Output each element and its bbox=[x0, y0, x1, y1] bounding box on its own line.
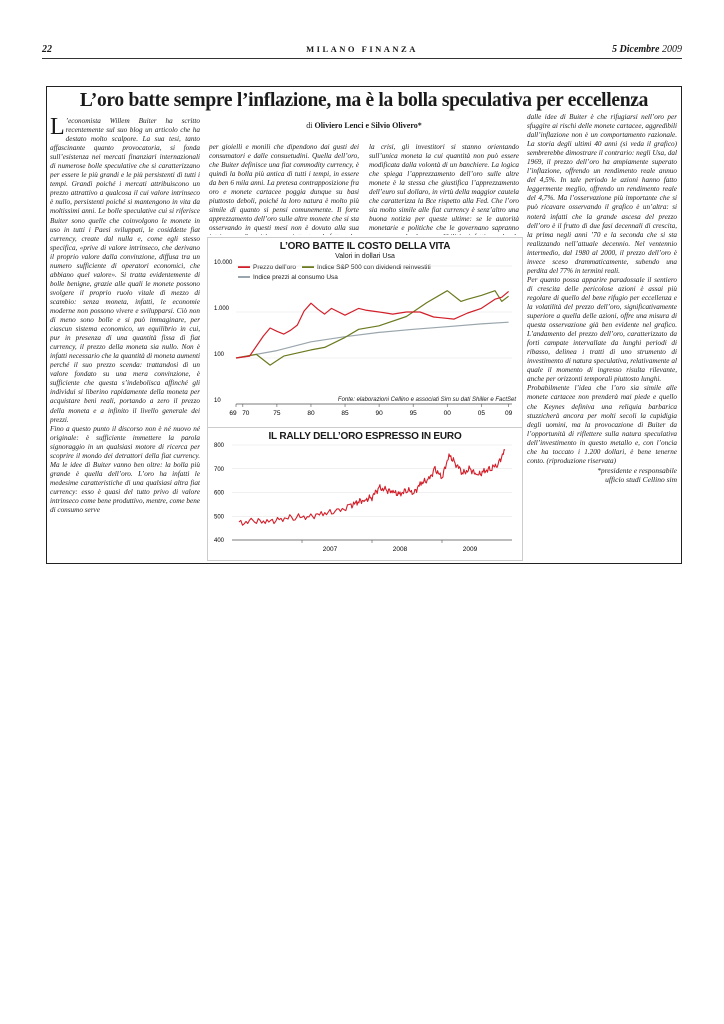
column-4 bbox=[527, 113, 677, 549]
column-3-text: la crisi, gli investitori si stanno orientando sull’unica moneta la cui quantità non può essere modificata dalla volontà di un banchiere. La logica che spiega l’apprezzamento dell’oro sulle altre monete è la stessa che giustifica l’apprezzamento dell’euro sul dollaro, in virtù della maggior cautela che caratterizza la Bce rispetto alla Fed. Che l’oro sia molto simile alle fiat currency è senz’altro una buona notizia per queste ultime: se le autorità monetarie e politiche che le governano sapranno bbox=[369, 143, 519, 233]
chart-2-y-tick: 700 bbox=[214, 466, 225, 473]
issue-date bbox=[612, 44, 682, 55]
chart-gold-vs-cost-of-living bbox=[207, 237, 523, 429]
chart-1-x-tick: 70 bbox=[242, 410, 250, 417]
chart-1-y-tick: 1.000 bbox=[214, 306, 230, 312]
legend-label-cpi: Indice prezzi al consumo Usa bbox=[253, 273, 338, 281]
chart-1-source: Fonte: elaborazioni Cellino e associati Sim su dati Shiller e FactSet bbox=[337, 397, 516, 403]
legend-label-gold: Prezzo dell’oro bbox=[253, 263, 296, 271]
chart-1-x-tick: 09 bbox=[504, 410, 513, 417]
chart-2-x-tick: 2008 bbox=[392, 546, 408, 553]
chart-2-title: IL RALLY DELL’ORO ESPRESSO IN EURO bbox=[268, 431, 462, 442]
chart-1-subtitle: Valori in dollari Usa bbox=[335, 253, 395, 260]
header-rule bbox=[42, 58, 682, 59]
chart-2-series-gold-euro bbox=[239, 450, 505, 526]
article-box bbox=[46, 86, 682, 564]
chart-1-y-tick: 10.000 bbox=[214, 260, 233, 266]
column-4-text-c: Probabilmente l’idea che l’oro sia simile alle monete cartacee non prenderà mai piede e quello che Keynes definiva una reliquia barbarica stuzzicherà ancora per molti secoli la cupidigia degli uomini, ma la provocazione di Buiter da l’opportunità di riflettere sulla natura speculativa dell’investimento in questo metallo e, con l’oncia che ha toccato i 1.200 dollari, è bene tenerne conto. (riproduzione riservata) bbox=[527, 384, 677, 465]
issue-year: 2009 bbox=[662, 44, 682, 55]
page-number: 22 bbox=[42, 44, 52, 55]
author-note-1: *presidente e responsabile bbox=[597, 465, 677, 475]
byline-authors: Oliviero Lenci e Silvio Olivero* bbox=[314, 121, 422, 130]
column-1-text: ’economista Willem Buiter ha scritto recentemente sul suo blog un articolo che ha destato molto scalpore. La sua tesi, tanto affascinante quanto provocatoria, si fonda sull’esistenza nei mercati finanziari internazionali di numerose bolle speculative che si caratterizzano per essere le più grandi e le più persistenti di tutti i tempi. Grandi poiché i mercati attribuiscono un prezzo attrattivo a qualcosa il cui valore intrinseco è nullo, persistenti poiché si mantengono in vita da moltissimi anni. Le bolle speculative cui si riferisce Buiter sono quelle che coinvolgono le monete in uso in tutti i Paesi sviluppati, le cosiddette fiat currency, create dal nulla e, come egli stesso specifica, «prive di valore intrinseco, che derivano il proprio valore dalla convinzione, diffusa tra un numero sufficiente di operatori economici, che abbiano quel valore». Si tratta evidentemente di bolle benigne, grazie alle quali le monete possono svolgere il proprio ruolo vitale di mezzo di scambio: senza moneta, infatti, le economie moderne non possono vivere e svilupparsi. Ciò non di meno sono bolle e si può immaginare, per ciascun sistema economico, un equilibrio in cui, pur in presenza di una quantità fissa di fiat currency, il prezzo della moneta sia nullo. Non è infatti necessario che la quantità di moneta aumenti perché il suo prezzo scenda: trattandosi di un valore fondato su una mera convinzione, è sufficiente che questa s’indebolisca affinché gli individui si liberino rapidamente della moneta per acquistare beni reali, portando a zero il prezzo della moneta e a infinito il livello generale dei prezzi. bbox=[50, 117, 200, 424]
chart-1-x-tick: 85 bbox=[341, 410, 349, 417]
chart-gold-rally-euro bbox=[207, 427, 523, 561]
column-4-text: dalle idee di Buiter è che rifugiarsi nell’oro per sfuggire ai rischi delle monete cartacee, aggredibili dall’inflazione non è un comportamento razionale. La storia degli ultimi 40 anni (si veda il grafico) sembrerebbe dimostrare il contrario: negli Usa, dal 1969, il prezzo dell’oro ha ampiamente superato l’inflazione, offrendo un rendimento reale annuo del 4,5%. In tale periodo le azioni hanno fatto leggermente meglio, offrendo un rendimento reale del 4,7%. Ma l’osservazione più importante che si può ricavare osservando il grafico è un’altra: si noterà infatti che la grande ascesa del prezzo dell’oro è il frutto di due fasi decennali di crescita, la prima negli anni ’70 e la seconda che si sta realizzando nell’attuale decennio. Nel ventennio intermedio, dal 1980 al 2000, il prezzo dell’oro è invece sceso drammaticamente, subendo una perdita del 77% in termini reali. bbox=[527, 113, 677, 275]
chart-2-y-tick: 800 bbox=[214, 443, 225, 449]
chart-1-x-tick: 05 bbox=[477, 410, 485, 417]
chart-2-y-tick: 600 bbox=[214, 490, 225, 497]
column-3 bbox=[369, 143, 519, 235]
masthead: MILANO FINANZA bbox=[306, 44, 418, 54]
chart-1-x-tick: 00 bbox=[443, 410, 451, 417]
chart-1-x-tick: 69 bbox=[229, 410, 237, 417]
chart-2-y-tick: 400 bbox=[214, 538, 225, 544]
chart-1-x-tick: 95 bbox=[409, 410, 417, 417]
byline bbox=[207, 121, 521, 130]
column-1 bbox=[50, 117, 200, 560]
chart-1-y-tick: 10 bbox=[214, 398, 221, 404]
page-header bbox=[42, 44, 682, 58]
column-4-text-b: Per quanto possa apparire paradossale il sentiero di crescita delle pericolose azioni è assai più regolare di quello del bene rifugio per eccellenza e la volatilità del prezzo dell’oro, significativamente superiore a quella delle azioni, offre una misura di questa osservazione già ben evidente nel grafico. L’andamento del prezzo dell’oro, caratterizzato da forti campate intervallate da lunghi periodi di ribasso, delinea i tratti di uno strumento di investimento di natura speculativa, relativamente al quale il momento di ingresso risulta rilevante, anche per orizzonti temporali piuttosto lunghi. bbox=[527, 275, 677, 384]
chart-1-y-tick: 100 bbox=[214, 352, 225, 358]
chart-2-plot bbox=[208, 428, 522, 560]
chart-2-x-tick: 2007 bbox=[322, 546, 338, 553]
byline-prefix: di bbox=[306, 121, 313, 130]
chart-2-x-tick: 2009 bbox=[462, 546, 478, 553]
column-2 bbox=[209, 143, 359, 235]
chart-1-x-tick: 80 bbox=[307, 410, 315, 417]
column-1-text-b: Fino a questo punto il discorso non è né nuovo né originale: è sufficiente immettere la parola signoraggio in un qualsiasi motore di ricerca per scoprire il mondo dei detrattori della fiat currency. Ma le idee di Buiter vanno ben oltre: la bolla più grande è quella dell’oro. L’oro ha infatti le medesime caratteristiche di una qualsiasi altra fiat currency: esso è quasi del tutto privo di valore intrinseco come bene produttivo, mentre, come bene di consumo serve bbox=[50, 424, 200, 515]
chart-1-series-sp500 bbox=[236, 291, 509, 365]
chart-1-title: L’ORO BATTE IL COSTO DELLA VITA bbox=[279, 241, 451, 252]
issue-day: 5 Dicembre bbox=[612, 44, 660, 55]
drop-cap: L bbox=[50, 117, 65, 140]
legend-label-sp500: Indice S&P 500 con dividendi reinvestiti bbox=[317, 263, 431, 271]
chart-1-x-tick: 75 bbox=[273, 410, 281, 417]
headline: L’oro batte sempre l’inflazione, ma è la bolla speculativa per eccellenza bbox=[79, 90, 649, 111]
author-note-2: ufficio studi Cellino sim bbox=[605, 474, 677, 484]
column-2-text: per gioielli e monili che dipendono dai gusti dei consumatori e dalle consuetudini. Quella dell’oro, che Buiter definisce una fiat commodity currency, è quindi la bolla più antica di tutti i tempi, in essere da ben 6 mila anni. La pretesa contrapposizione fra oro e monete cartacee poggia dunque su basi piuttosto deboli, poiché la loro natura è molto più simile di quanto si pensi comunemente. Il forte apprezzamento dell’oro sulle altre monete che si sta osservando in questi mesi non è dovuto alla sua bbox=[209, 143, 359, 233]
chart-2-y-tick: 500 bbox=[214, 514, 225, 521]
chart-1-x-tick: 90 bbox=[375, 410, 383, 417]
